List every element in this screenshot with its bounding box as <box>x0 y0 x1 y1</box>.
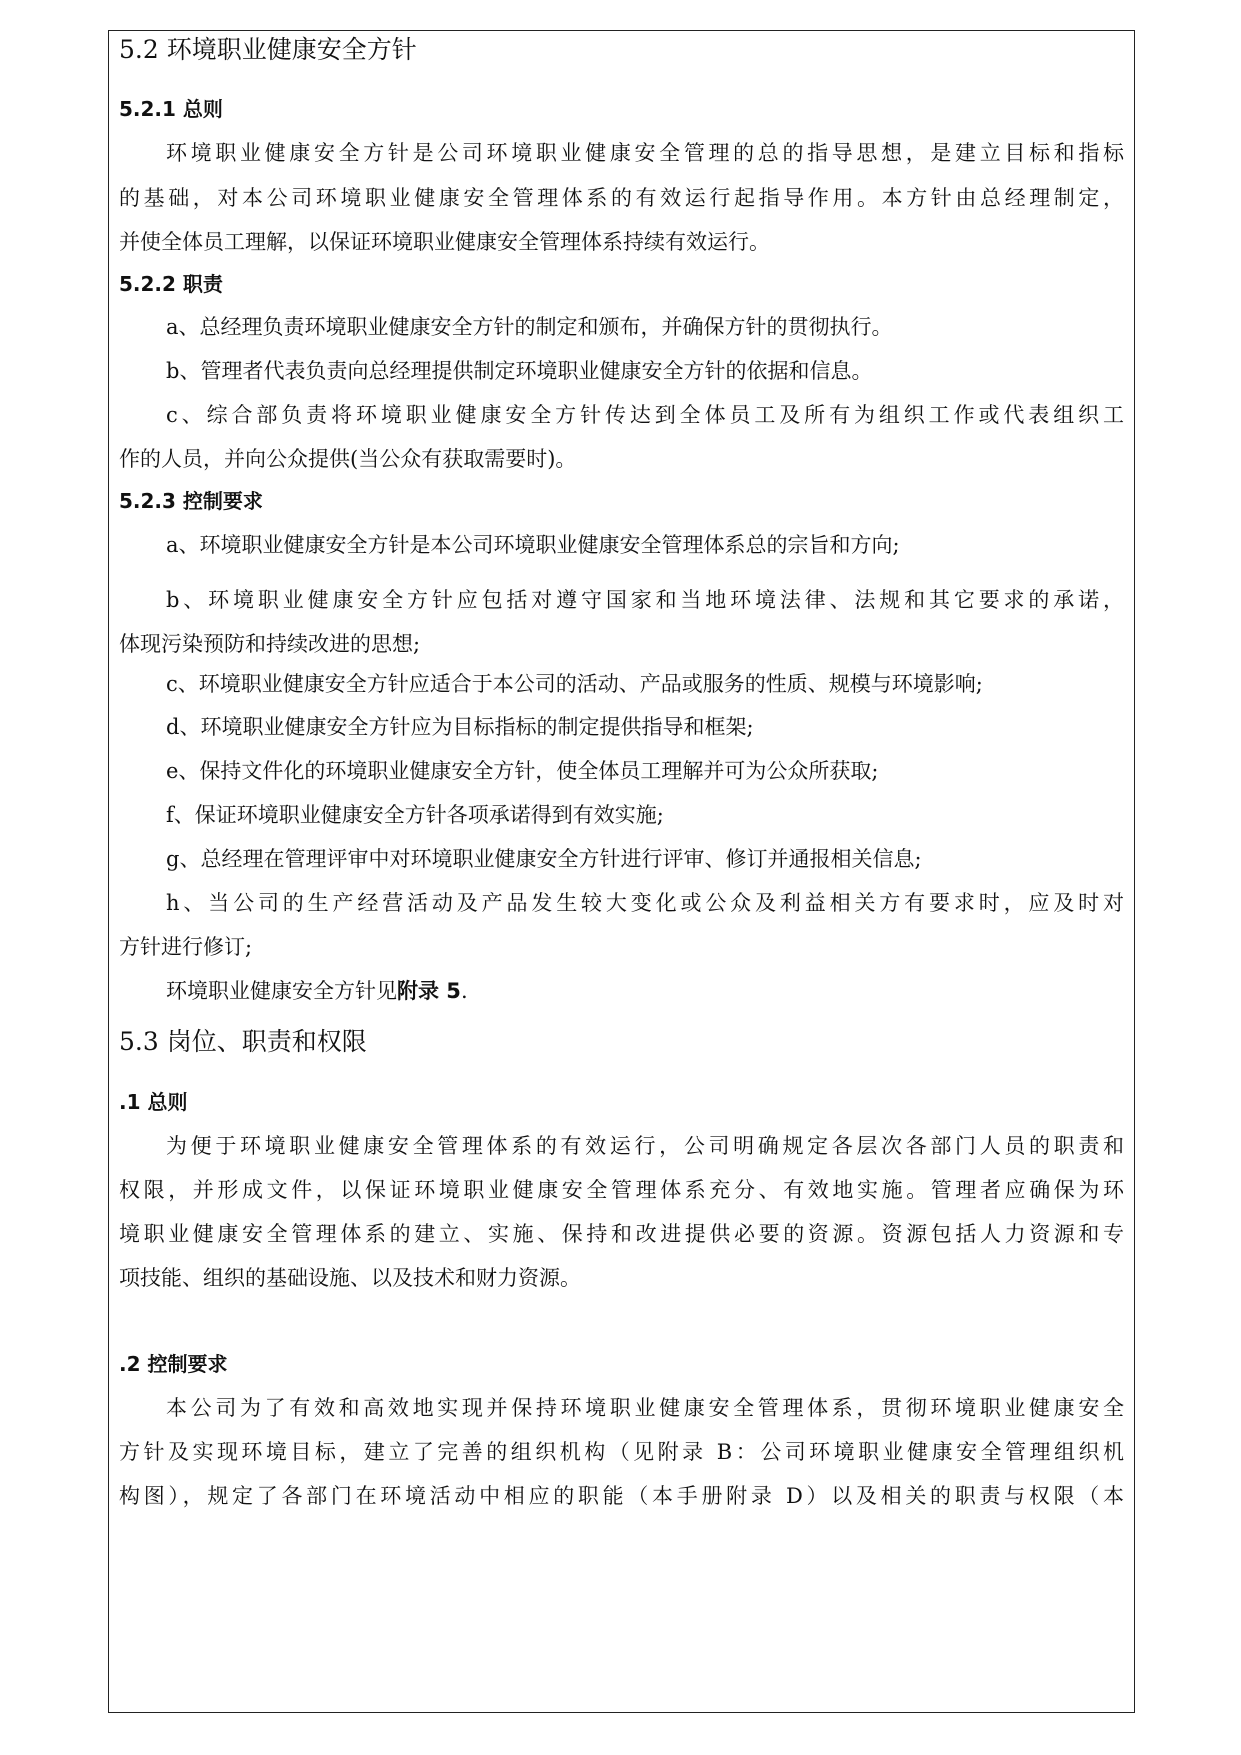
list-item-c-cont: 作的人员，并向公众提供(当公众有获取需要时)。 <box>119 447 577 471</box>
list-item-c: c、综合部负责将环境职业健康安全方针传达到全体员工及所有为组织工作或代表组织工 <box>166 403 1124 427</box>
appendix-reference <box>166 976 468 1006</box>
heading-5-3-1: .1 总则 <box>119 1090 188 1114</box>
ref-suffix: . <box>460 979 468 1003</box>
list-item-e: e、保持文件化的环境职业健康安全方针，使全体员工理解并可为公众所获取; <box>166 759 879 783</box>
heading-5-2-2: 5.2.2 职责 <box>119 272 223 296</box>
paragraph-line: 境职业健康安全管理体系的建立、实施、保持和改进提供必要的资源。资源包括人力资源和专 <box>119 1222 1124 1246</box>
paragraph-line: 方针及实现环境目标，建立了完善的组织机构（见附录 B：公司环境职业健康安全管理组织机 <box>119 1440 1124 1464</box>
list-item-b: b、管理者代表负责向总经理提供制定环境职业健康安全方针的依据和信息。 <box>166 359 873 383</box>
list-item-d: d、环境职业健康安全方针应为目标指标的制定提供指导和框架; <box>166 715 754 739</box>
list-item-g: g、总经理在管理评审中对环境职业健康安全方针进行评审、修订并通报相关信息; <box>166 847 922 871</box>
list-item-h: h、当公司的生产经营活动及产品发生较大变化或公众及利益相关方有要求时，应及时对 <box>166 891 1124 915</box>
document-frame <box>108 30 1135 1713</box>
paragraph-line: 环境职业健康安全方针是公司环境职业健康安全管理的总的指导思想，是建立目标和指标 <box>166 141 1124 165</box>
paragraph-line: 本公司为了有效和高效地实现并保持环境职业健康安全管理体系，贯彻环境职业健康安全 <box>166 1396 1124 1420</box>
paragraph-line: 项技能、组织的基础设施、以及技术和财力资源。 <box>119 1266 581 1290</box>
heading-5-2-1: 5.2.1 总则 <box>119 97 223 121</box>
paragraph-line: 权限，并形成文件，以保证环境职业健康安全管理体系充分、有效地实施。管理者应确保为环 <box>119 1178 1124 1202</box>
list-item-a: a、总经理负责环境职业健康安全方针的制定和颁布，并确保方针的贯彻执行。 <box>166 315 893 339</box>
list-item-c: c、环境职业健康安全方针应适合于本公司的活动、产品或服务的性质、规模与环境影响; <box>166 672 983 696</box>
list-item-b: b、环境职业健康安全方针应包括对遵守国家和当地环境法律、法规和其它要求的承诺， <box>166 588 1124 612</box>
list-item-b-cont: 体现污染预防和持续改进的思想; <box>119 632 421 656</box>
heading-5-2-3: 5.2.3 控制要求 <box>119 489 263 513</box>
ref-appendix-link: 附录 5 <box>397 979 461 1003</box>
list-item-f: f、保证环境职业健康安全方针各项承诺得到有效实施; <box>166 803 664 827</box>
list-item-a: a、环境职业健康安全方针是本公司环境职业健康安全管理体系总的宗旨和方向; <box>166 533 900 557</box>
heading-5-3-2: .2 控制要求 <box>119 1352 228 1376</box>
ref-prefix: 环境职业健康安全方针见 <box>166 979 397 1003</box>
section-title-5-3: 5.3 岗位、职责和权限 <box>119 1027 367 1056</box>
list-item-h-cont: 方针进行修订; <box>119 935 253 959</box>
paragraph-line: 构图），规定了各部门在环境活动中相应的职能（本手册附录 D）以及相关的职责与权限（本 <box>119 1484 1124 1508</box>
paragraph-line: 为便于环境职业健康安全管理体系的有效运行，公司明确规定各层次各部门人员的职责和 <box>166 1134 1124 1158</box>
section-title-5-2: 5.2 环境职业健康安全方针 <box>119 35 417 64</box>
paragraph-line: 并使全体员工理解，以保证环境职业健康安全管理体系持续有效运行。 <box>119 230 770 254</box>
paragraph-line: 的基础，对本公司环境职业健康安全管理体系的有效运行起指导作用。本方针由总经理制定， <box>119 186 1124 210</box>
